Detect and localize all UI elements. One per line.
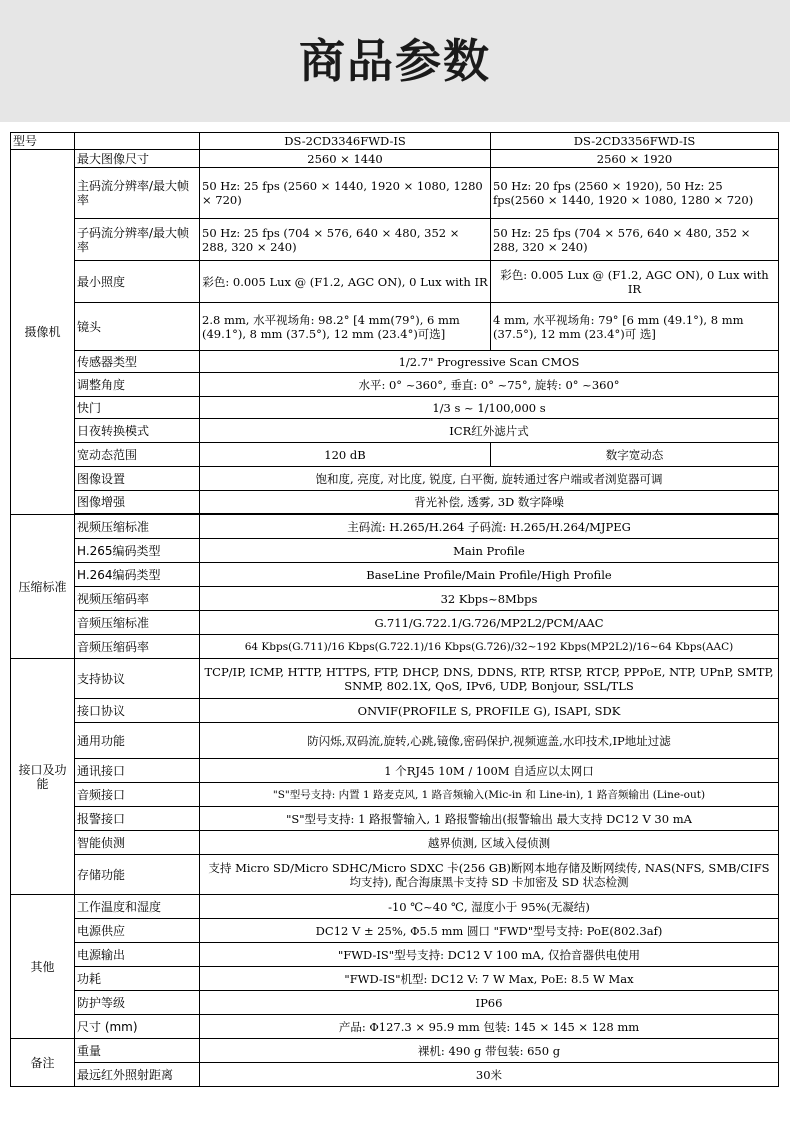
row-label: 通用功能 [75,723,200,759]
cell-b: 4 mm, 水平视场角: 79° [6 mm (49.1°), 8 mm (37.5°), 12 mm (23.4°)可 选] [491,303,779,351]
cell-a: 120 dB [200,443,491,467]
cell-value: "FWD-IS"机型: DC12 V: 7 W Max, PoE: 8.5 W Max [200,967,779,991]
table-row [11,1039,779,1063]
table-row [11,261,779,303]
table-row [11,723,779,759]
model-b: DS-2CD3356FWD-IS [491,133,779,150]
table-row [11,943,779,967]
cell-value: BaseLine Profile/Main Profile/High Profile [200,563,779,587]
row-label: 快门 [75,397,200,419]
table-row [11,967,779,991]
row-label: 支持协议 [75,659,200,699]
cell-a: 50 Hz: 25 fps (2560 × 1440, 1920 × 1080, 1280 × 720) [200,168,491,219]
category-notes: 备注 [11,1039,75,1087]
cell-value: 背光补偿, 透雾, 3D 数字降噪 [200,491,779,514]
cell-b: 彩色: 0.005 Lux @ (F1.2, AGC ON), 0 Lux with IR [491,261,779,303]
cell-value: 裸机: 490 g 带包装: 650 g [200,1039,779,1063]
row-label: 宽动态范围 [75,443,200,467]
cell-b: 2560 × 1920 [491,150,779,168]
table-row [11,635,779,659]
cell-a: 50 Hz: 25 fps (704 × 576, 640 × 480, 352 × 288, 320 × 240) [200,219,491,261]
table-row [11,991,779,1015]
table-row [11,1063,779,1087]
cell-value: 支持 Micro SD/Micro SDHC/Micro SDXC 卡(256 GB)断网本地存储及断网续传, NAS(NFS, SMB/CIFS 均支持), 配合海康黑卡支持 SD 卡加密及 SD 状态检测 [200,855,779,895]
row-label: 音频压缩标准 [75,611,200,635]
table-row [11,539,779,563]
spec-table [10,132,779,1087]
cell-value: 水平: 0° ~360°, 垂直: 0° ~75°, 旋转: 0° ~360° [200,373,779,397]
cell-value: 1 个RJ45 10M / 100M 自适应以太网口 [200,759,779,783]
row-label: 子码流分辨率/最大帧率 [75,219,200,261]
row-label: 主码流分辨率/最大帧率 [75,168,200,219]
cell-value: IP66 [200,991,779,1015]
cell-value: 1/3 s ~ 1/100,000 s [200,397,779,419]
row-label: 电源输出 [75,943,200,967]
table-row [11,443,779,467]
row-label: 视频压缩标准 [75,515,200,539]
table-row [11,303,779,351]
table-row [11,168,779,219]
row-label: 尺寸 (mm) [75,1015,200,1039]
cell-value: G.711/G.722.1/G.726/MP2L2/PCM/AAC [200,611,779,635]
table-row [11,919,779,943]
row-label: 工作温度和湿度 [75,895,200,919]
header-banner [0,0,790,122]
row-label: 传感器类型 [75,351,200,373]
cell-value: ONVIF(PROFILE S, PROFILE G), ISAPI, SDK [200,699,779,723]
row-label: 音频压缩码率 [75,635,200,659]
table-row [11,855,779,895]
table-row [11,831,779,855]
cell-value: "S"型号支持: 1 路报警输入, 1 路报警输出(报警输出 最大支持 DC12 V 30 mA [200,807,779,831]
cell-value: "S"型号支持: 内置 1 路麦克风, 1 路音频输入(Mic-in 和 Line-in), 1 路音频输出 (Line-out) [200,783,779,807]
row-label: H.265编码类型 [75,539,200,563]
cell-a: 2560 × 1440 [200,150,491,168]
row-label: 最小照度 [75,261,200,303]
row-label: 防护等级 [75,991,200,1015]
table-row [11,397,779,419]
table-row [11,783,779,807]
category-compression: 压缩标准 [11,515,75,659]
cell-b: 数字宽动态 [491,443,779,467]
cell-value: DC12 V ± 25%, Φ5.5 mm 圆口 "FWD"型号支持: PoE(802.3af) [200,919,779,943]
row-label: H.264编码类型 [75,563,200,587]
cell-value: 主码流: H.265/H.264 子码流: H.265/H.264/MJPEG [200,515,779,539]
table-row [11,515,779,539]
table-row [11,807,779,831]
cell-b: 50 Hz: 25 fps (704 × 576, 640 × 480, 352 × 288, 320 × 240) [491,219,779,261]
model-label: 型号 [11,133,75,150]
cell-b: 50 Hz: 20 fps (2560 × 1920), 50 Hz: 25 fps(2560 × 1440, 1920 × 1080, 1280 × 720) [491,168,779,219]
cell-value: -10 ℃~40 ℃, 湿度小于 95%(无凝结) [200,895,779,919]
empty-cell [75,133,200,150]
row-label: 图像增强 [75,491,200,514]
table-row [11,587,779,611]
cell-a: 彩色: 0.005 Lux @ (F1.2, AGC ON), 0 Lux with IR [200,261,491,303]
row-label: 存储功能 [75,855,200,895]
table-row [11,659,779,699]
category-other: 其他 [11,895,75,1039]
row-label: 调整角度 [75,373,200,397]
table-row [11,219,779,261]
page-title: 商品参数 [299,34,491,88]
table-row [11,351,779,373]
row-label: 电源供应 [75,919,200,943]
row-label: 最大图像尺寸 [75,150,200,168]
row-label: 报警接口 [75,807,200,831]
cell-value: 越界侦测, 区域入侵侦测 [200,831,779,855]
table-row [11,1015,779,1039]
table-row [11,467,779,491]
cell-value: ICR红外滤片式 [200,419,779,443]
cell-value: Main Profile [200,539,779,563]
table-row [11,373,779,397]
cell-value: 32 Kbps~8Mbps [200,587,779,611]
table-row [11,895,779,919]
cell-value: 产品: Φ127.3 × 95.9 mm 包装: 145 × 145 × 128 mm [200,1015,779,1039]
row-label: 图像设置 [75,467,200,491]
row-label: 接口协议 [75,699,200,723]
row-label: 功耗 [75,967,200,991]
cell-value: 1/2.7" Progressive Scan CMOS [200,351,779,373]
cell-value: 64 Kbps(G.711)/16 Kbps(G.722.1)/16 Kbps(G.726)/32~192 Kbps(MP2L2)/16~64 Kbps(AAC) [200,635,779,659]
cell-value: "FWD-IS"型号支持: DC12 V 100 mA, 仅拾音器供电使用 [200,943,779,967]
table-row [11,419,779,443]
table-row [11,133,779,150]
row-label: 视频压缩码率 [75,587,200,611]
row-label: 智能侦测 [75,831,200,855]
table-row [11,491,779,514]
cell-value: 30米 [200,1063,779,1087]
table-row [11,759,779,783]
row-label: 最远红外照射距离 [75,1063,200,1087]
row-label: 通讯接口 [75,759,200,783]
cell-value: 防闪烁,双码流,旋转,心跳,镜像,密码保护,视频遮盖,水印技术,IP地址过滤 [200,723,779,759]
cell-value: TCP/IP, ICMP, HTTP, HTTPS, FTP, DHCP, DNS, DDNS, RTP, RTSP, RTCP, PPPoE, NTP, UPnP, SMTP, SNMP, 802.1X, QoS, IPv6, UDP, Bonjour, SSL/TLS [200,659,779,699]
table-row [11,150,779,168]
cell-a: 2.8 mm, 水平视场角: 98.2° [4 mm(79°), 6 mm (49.1°), 8 mm (37.5°), 12 mm (23.4°)可选] [200,303,491,351]
category-camera: 摄像机 [11,150,75,515]
table-row [11,699,779,723]
row-label: 日夜转换模式 [75,419,200,443]
cell-value: 饱和度, 亮度, 对比度, 锐度, 白平衡, 旋转通过客户端或者浏览器可调 [200,467,779,491]
table-row [11,611,779,635]
model-a: DS-2CD3346FWD-IS [200,133,491,150]
row-label: 镜头 [75,303,200,351]
category-interface: 接口及功能 [11,659,75,895]
table-row [11,563,779,587]
row-label: 重量 [75,1039,200,1063]
row-label: 音频接口 [75,783,200,807]
